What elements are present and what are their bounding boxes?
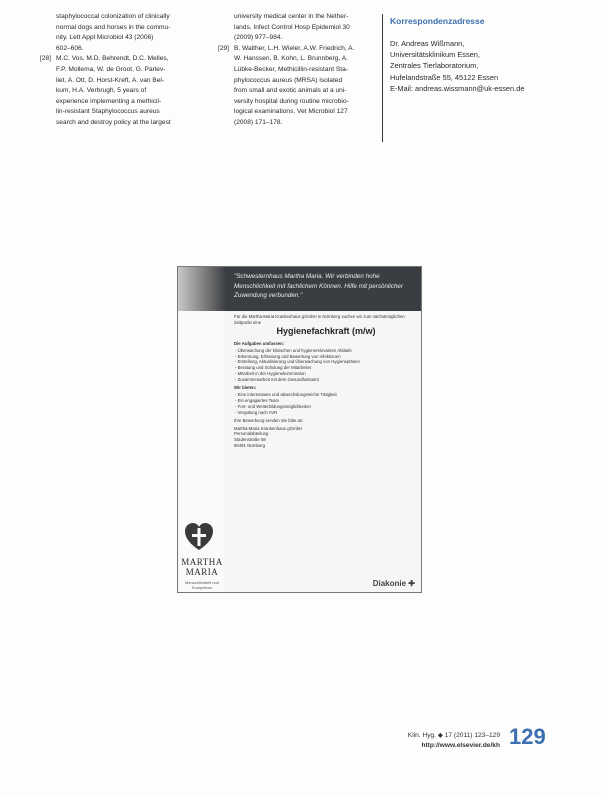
ad-offer-text: Ein engagiertes Team — [237, 397, 280, 403]
correspondence-line: Universitätsklinikum Essen, — [390, 50, 480, 60]
ad-task-item: - Zusammenarbeit mit dem Gesundheitsamt — [235, 377, 319, 383]
reference-column-left — [40, 12, 200, 129]
ref-line: normal dogs and horses in the commu- — [56, 23, 171, 31]
ad-task-item: - Erkennung, Erfassung und Bewertung von Infektionen — [235, 353, 341, 359]
reference-column-middle — [218, 12, 376, 129]
ad-intro: Für die Martha-Maria Krankenhaus gGmbH in Nürnberg suchen wir zum nächstmöglichen Zeitpunkt eine — [234, 314, 405, 325]
ref-line: Lübke-Becker, Methicillin-resistant Sta- — [234, 65, 348, 73]
ref-line: from small and exotic animals at a uni- — [234, 87, 347, 95]
diakonie-logo: Diakonie ✚ — [372, 579, 415, 588]
ad-task-item: - Mitarbeit in der Hygienekommission — [235, 371, 306, 377]
footer-url[interactable]: http://www.elsevier.de/kh — [421, 742, 500, 749]
ref-line: liet, A. Ott, D. Horst-Kreft, A. van Bel- — [56, 76, 165, 84]
ref-line: (2008) 171–178. — [234, 118, 283, 126]
ad-body — [234, 314, 418, 449]
diakonie-text: Diakonie — [372, 579, 407, 588]
ad-address-line: Martha-Maria Krankenhaus gGmbH — [234, 425, 303, 431]
ref-line: staphylococcal colonization of clinically — [56, 13, 170, 20]
ref-line: (2009) 977–984. — [234, 34, 283, 42]
page-number: 129 — [509, 724, 546, 749]
ad-address-line: Stadenstraße 58 — [234, 437, 266, 443]
footer-citation: Klin. Hyg. ◆ 17 (2011) 123–129 — [407, 732, 500, 739]
ad-offer-item: - Ein engagiertes Team — [235, 397, 280, 403]
reference-28 — [40, 54, 200, 128]
ref-line: phylococcus aureus (MRSA) isolated — [234, 76, 343, 84]
correspondence-line: Dr. Andreas Wißmann, — [390, 39, 465, 48]
ref-line: kum, H.A. Verbrugh, 5 years of — [56, 87, 147, 95]
reference-number: [29] — [218, 44, 229, 52]
martha-maria-logo-icon — [184, 522, 214, 552]
ref-line: lin-resistant Staphylococcus aureus — [56, 108, 160, 116]
ref-line: search and destroy policy at the largest — [56, 118, 171, 126]
ad-offer-item: - Fort- und Weiterbildungsmöglichkeiten — [235, 403, 311, 409]
ad-address-line: 90491 Nürnberg — [234, 443, 266, 449]
ref-line: W. Hanssen, B. Kohn, L. Brunnberg, A. — [234, 55, 348, 63]
ad-task-text: Zusammenarbeit mit dem Gesundheitsamt — [237, 377, 319, 383]
ad-address — [234, 426, 418, 450]
ad-task-item: - Erstellung, Aktualisierung und Überwachung von Hygieneplänen — [235, 359, 360, 365]
ad-task-text: Erkennung, Erfassung und Bewertung von Infektionen — [237, 353, 341, 359]
reference-continuation — [218, 12, 376, 44]
ref-line: nity. Lett Appl Microbiol 43 (2006) — [56, 34, 154, 42]
ad-offer-text: Vergütung nach AVR — [237, 409, 278, 415]
ref-line: logical examinations. Vet Microbiol 127 — [234, 108, 348, 116]
ad-offer-heading: Wir bieten: — [234, 385, 257, 391]
ref-line: experience implementing a methicil- — [56, 97, 162, 105]
ref-line: M.C. Vos, M.D. Behrendt, D.C. Melles, — [56, 55, 169, 63]
ad-job-title: Hygienefachkraft (m/w) — [276, 325, 376, 336]
ad-quote: "Schwesternhaus Martha Maria. Wir verbinden hohe Menschlichkeit mit fachlichem Können. Hilfe mit persönlicher Zuwendung verbunden." — [234, 273, 404, 300]
job-advertisement — [177, 266, 422, 593]
ad-apply-text: Ihre Bewerbung senden Sie bitte an: — [234, 417, 304, 423]
ad-portrait-photo — [178, 267, 226, 311]
reference-29 — [218, 44, 376, 129]
correspondence-address — [382, 14, 580, 142]
ref-line: versity hospital during routine microbio- — [234, 97, 349, 105]
logo-text-martha: MARTHA — [181, 557, 223, 567]
ad-offer-item: - Vergütung nach AVR — [235, 409, 278, 415]
ad-offer-text: Fort- und Weiterbildungsmöglichkeiten — [237, 403, 311, 409]
ad-task-text: Mitarbeit in der Hygienekommission — [237, 371, 306, 377]
ad-tasks-heading: Die Aufgaben umfassen: — [234, 340, 285, 346]
ref-line: F.P. Mollema, W. de Groot, G. Parlev- — [56, 65, 166, 73]
logo-text-maria: MARIA — [185, 567, 219, 577]
ad-task-item: - Überwachung der klinischen und hygienerelevanten Abläufe — [235, 347, 352, 353]
reference-number: [28] — [40, 55, 51, 63]
ref-line: B. Walther, L.H. Wieler, A.W. Friedrich, A. — [234, 44, 355, 52]
correspondence-email: E-Mail: andreas.wissmann@uk-essen.de — [390, 83, 525, 93]
ad-address-line: Personalabteilung — [234, 431, 269, 437]
ad-task-item: - Beratung und Schulung der Mitarbeiter — [235, 365, 312, 371]
ad-task-text: Beratung und Schulung der Mitarbeiter — [237, 365, 312, 371]
ad-task-text: Überwachung der klinischen und hygienerelevanten Abläufe — [237, 347, 352, 353]
ref-line: lands. Infect Control Hosp Epidemiol 30 — [234, 23, 350, 31]
ref-line: university medical center in the Nether- — [234, 13, 349, 20]
logo-tagline: Menschlichkeit und Kompetenz — [184, 580, 220, 590]
correspondence-line: Hufelandstraße 55, 45122 Essen — [390, 72, 499, 82]
correspondence-line: Zentrales Tierlaboratorium, — [390, 61, 479, 71]
ad-task-text: Erstellung, Aktualisierung und Überwachung von Hygieneplänen — [237, 359, 360, 365]
ref-line: 602–606. — [56, 44, 84, 52]
ad-offer-text: Eine interessante und abwechslungsreiche Tätigkeit — [237, 391, 337, 397]
correspondence-heading: Korrespondenzadresse — [390, 16, 485, 26]
ad-offer-item: - Eine interessante und abwechslungsreiche Tätigkeit — [235, 391, 337, 397]
reference-continuation — [40, 12, 200, 54]
